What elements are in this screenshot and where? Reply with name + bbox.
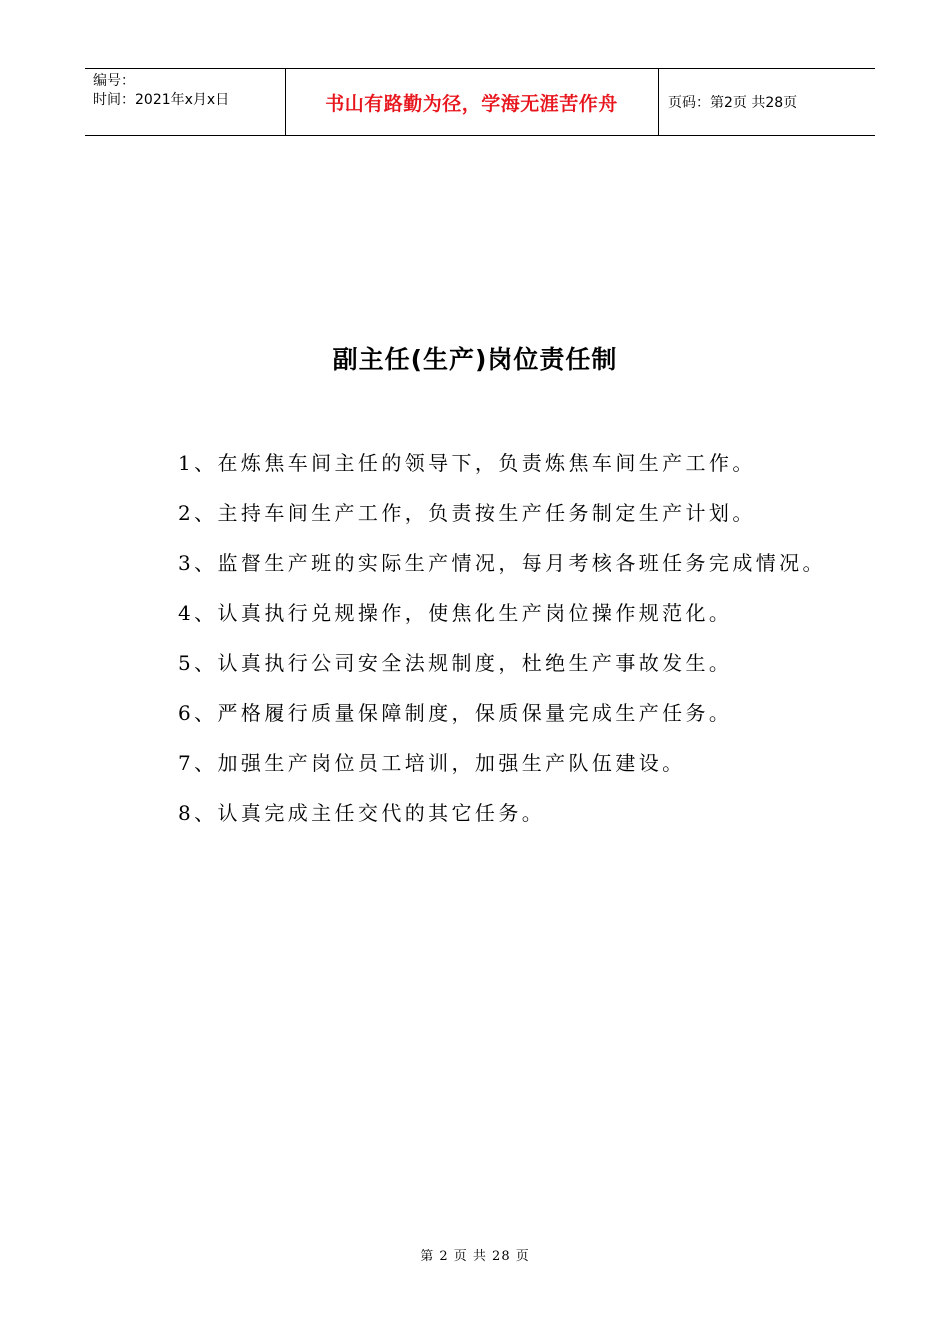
header-meta [93,72,229,110]
document-body [110,438,840,838]
list-item: 8、认真完成主任交代的其它任务。 [178,801,546,825]
header-divider [658,69,659,135]
header-number-label: 编号： [93,73,135,89]
list-item: 1、在炼焦车间主任的领导下，负责炼焦车间生产工作。 [178,451,756,475]
list-item: 6、严格履行质量保障制度，保质保量完成生产任务。 [178,701,733,725]
document-title: 副主任(生产)岗位责任制 [332,345,618,374]
page-footer: 第 2 页 共 28 页 [420,1249,530,1264]
list-item: 3、监督生产班的实际生产情况，每月考核各班任务完成情况。 [178,551,826,575]
list-item: 4、认真执行兑规操作，使焦化生产岗位操作规范化。 [178,601,733,625]
header-motto: 书山有路勤为径，学海无涯苦作舟 [325,92,618,115]
list-item: 5、认真执行公司安全法规制度，杜绝生产事故发生。 [178,651,733,675]
header-time-label: 时间：2021年x月x日 [93,92,230,108]
page-header [85,68,875,136]
list-item: 7、加强生产岗位员工培训，加强生产队伍建设。 [178,751,686,775]
header-page-label: 页码：第2页 共28页 [668,95,798,111]
list-item: 2、主持车间生产工作，负责按生产任务制定生产计划。 [178,501,756,525]
